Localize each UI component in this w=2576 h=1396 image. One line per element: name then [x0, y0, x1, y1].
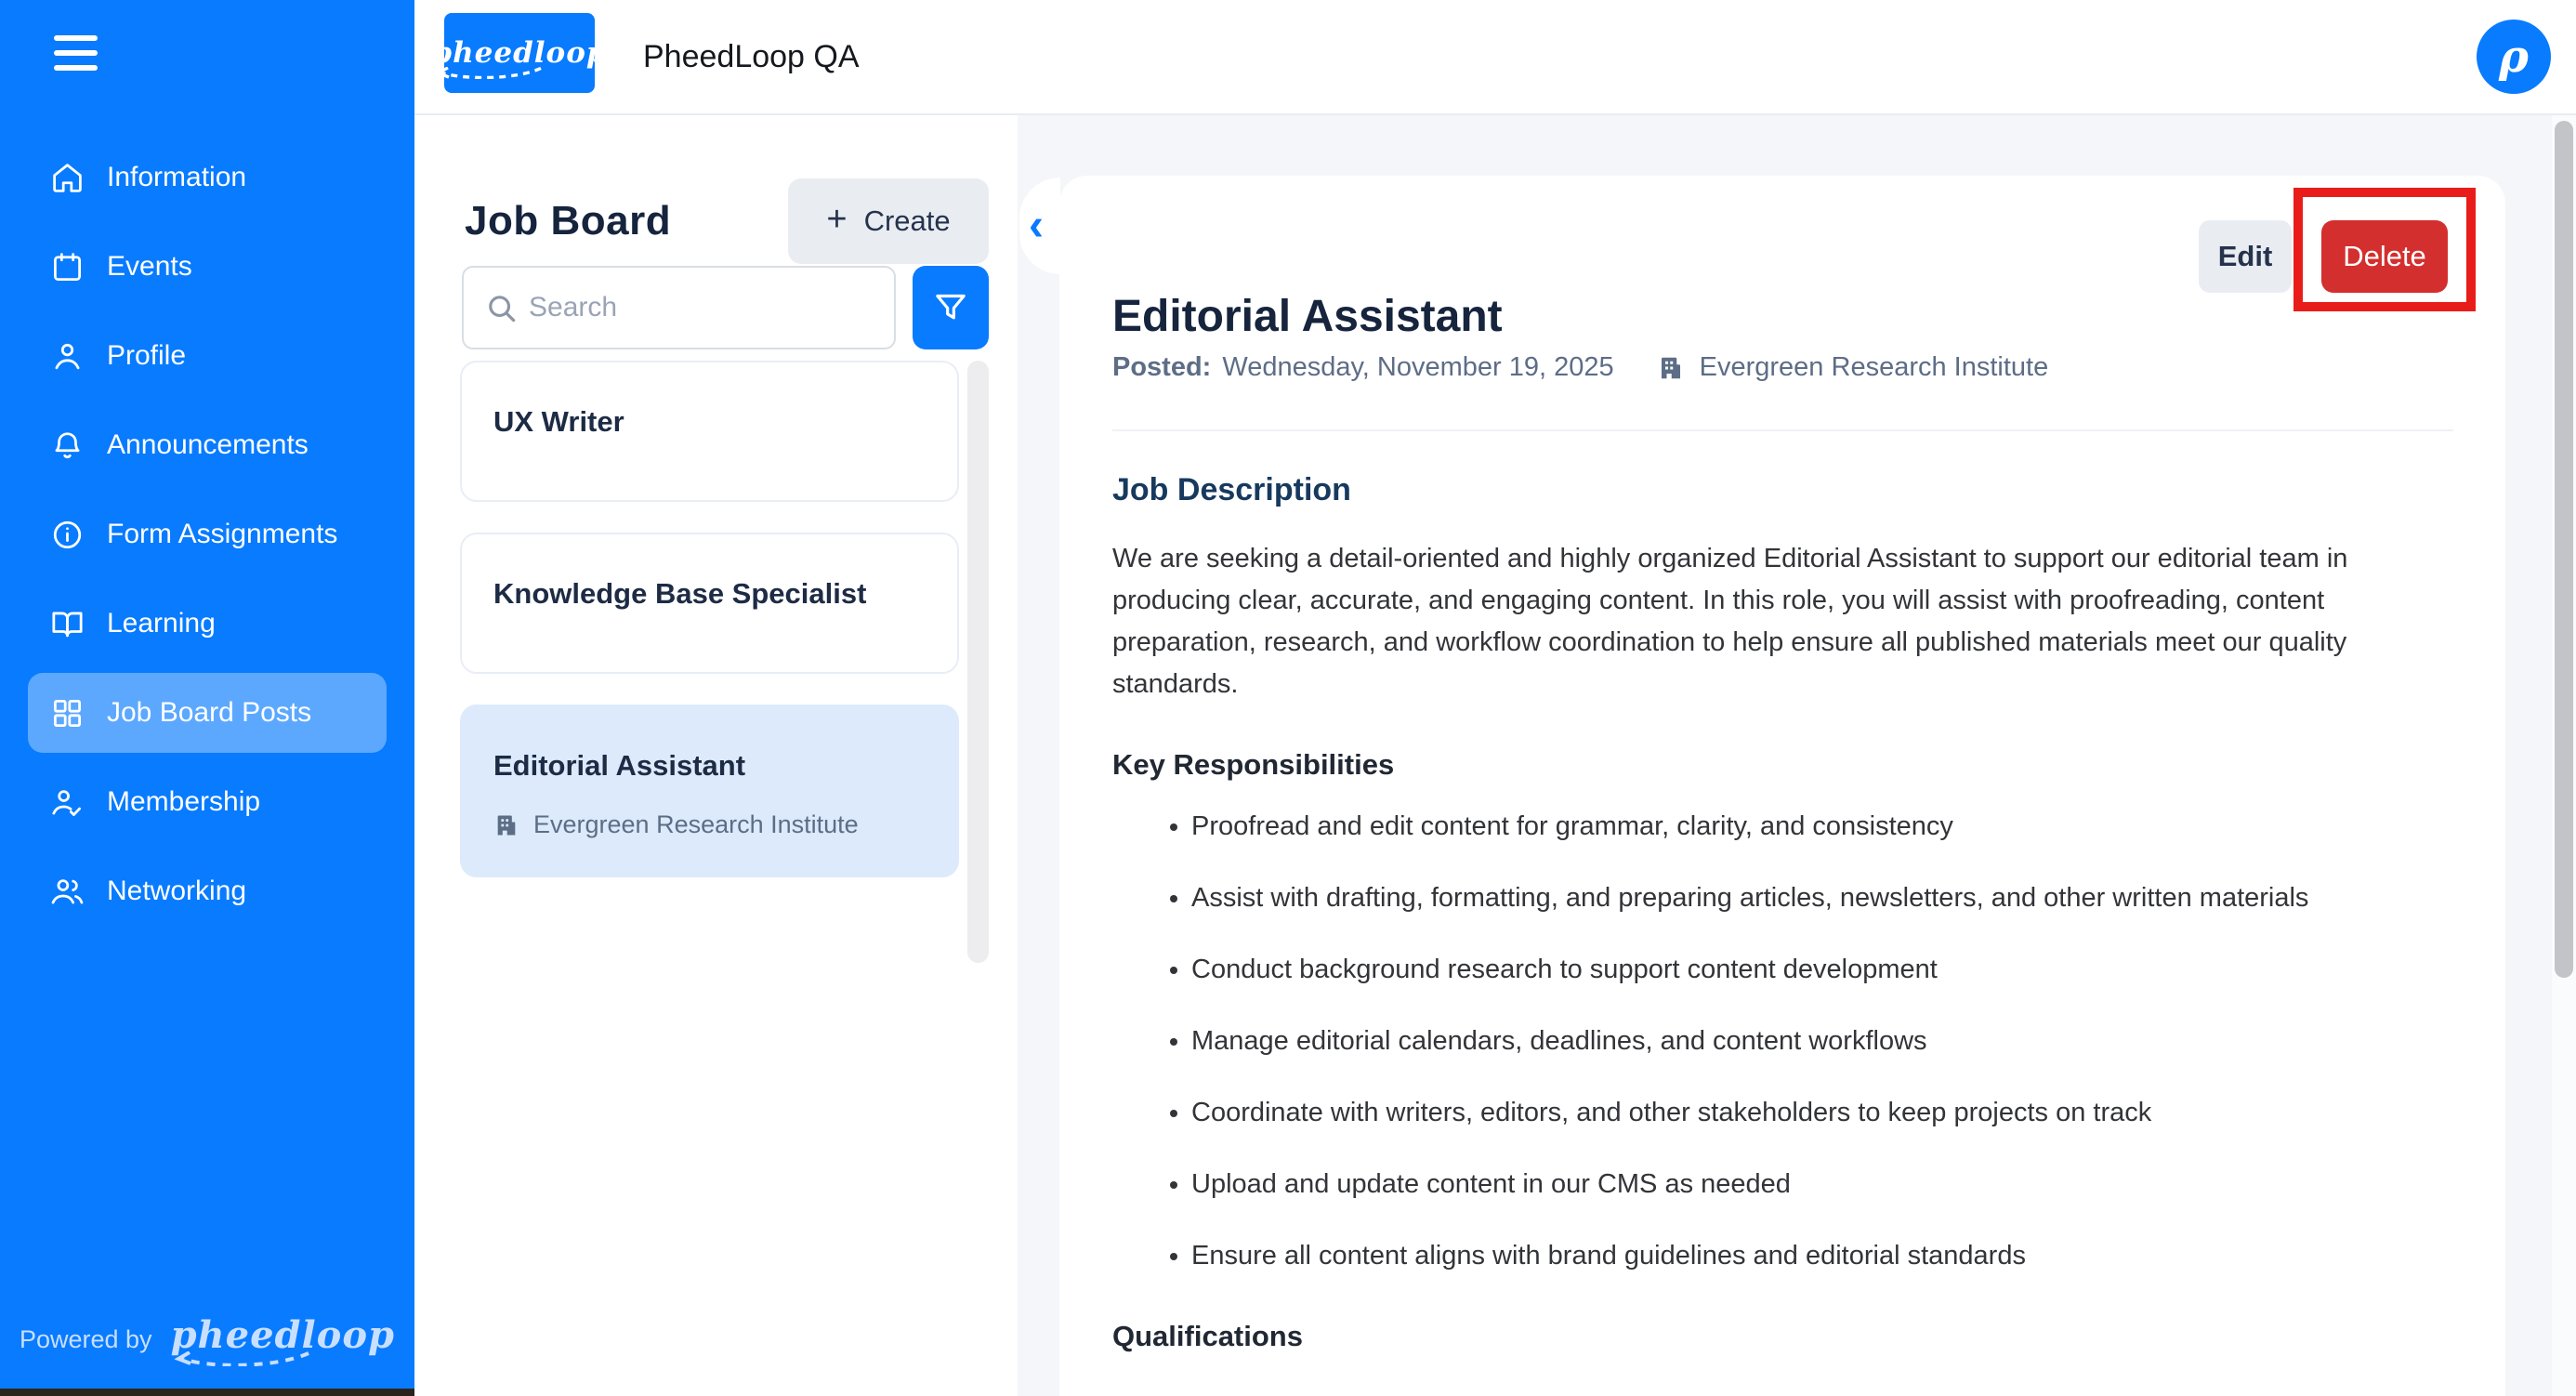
key-responsibilities-heading: Key Responsibilities [1112, 748, 1395, 781]
sidebar-item-form-assignments[interactable] [28, 494, 387, 574]
job-card-title: Knowledge Base Specialist [493, 577, 867, 610]
topbar [414, 0, 2576, 115]
job-board-panel [414, 115, 1018, 1396]
list-item: • Conduct background research to support content development [1191, 949, 2418, 991]
user-icon [50, 339, 85, 374]
qualifications-heading: Qualifications [1112, 1320, 1303, 1352]
create-button[interactable]: + Create [788, 178, 989, 264]
sidebar-item-announcements[interactable] [28, 405, 387, 485]
pheedloop-logo: pheedloop [431, 36, 607, 70]
pheedloop-logo-tile [431, 13, 608, 93]
sidebar-item-networking[interactable] [28, 851, 387, 931]
edit-button[interactable]: Edit [2199, 220, 2292, 293]
powered-by-label: Powered by [19, 1325, 152, 1353]
job-description-text: We are seeking a detail-oriented and highly organized Editorial Assistant to support our editorial team in producing clear, accurate, and engaging content. In this role, you will assist with proofreading, content preparation, research, and workflow coordination to help ensure all published materials meet our quality standards. [1112, 544, 2348, 699]
job-title: Editorial Assistant [1112, 292, 1503, 341]
workspace-title: PheedLoop QA [643, 39, 860, 74]
logo-arrow-icon [433, 67, 545, 79]
building-icon [1657, 354, 1685, 382]
divider [1112, 429, 2453, 431]
chevron-left-icon: ‹ [1029, 201, 1044, 250]
job-card-title: Editorial Assistant [493, 749, 746, 782]
sidebar-item-label: Events [107, 251, 192, 282]
list-item: • Ensure all content aligns with brand guidelines and editorial standards [1191, 1235, 2418, 1277]
job-card-editorial-assistant[interactable] [460, 705, 959, 877]
window-edge [0, 1389, 420, 1396]
page-title: Job Board [465, 198, 672, 244]
job-detail-card [1029, 176, 2505, 1396]
search-input[interactable] [464, 268, 894, 348]
delete-button[interactable]: Delete [2321, 220, 2448, 293]
hamburger-menu-icon[interactable] [54, 35, 98, 80]
sidebar-item-label: Form Assignments [107, 519, 338, 549]
grid-icon [50, 696, 85, 731]
user-check-icon [50, 785, 85, 820]
job-list-scrollbar[interactable] [967, 361, 989, 963]
collapse-panel-button[interactable] [1019, 178, 1060, 274]
posted-row [1112, 352, 2453, 383]
logo-arrow-icon [173, 1351, 312, 1366]
list-item: • Proofread and edit content for grammar, clarity, and consistency [1191, 806, 2418, 848]
plus-icon: + [826, 199, 848, 239]
sidebar-item-label: Announcements [107, 429, 309, 460]
sidebar-item-job-board-posts[interactable] [28, 673, 387, 753]
pheedloop-logo: pheedloop [171, 1313, 395, 1357]
sidebar-item-label: Job Board Posts [107, 697, 312, 728]
sidebar-item-membership[interactable] [28, 762, 387, 842]
list-item: • Coordinate with writers, editors, and other stakeholders to keep projects on track [1191, 1092, 2418, 1134]
posted-label: Posted: [1112, 352, 1212, 382]
home-icon [50, 161, 85, 195]
key-responsibilities-list [1112, 806, 2453, 1277]
sidebar [0, 0, 414, 1396]
job-description-heading: Job Description [1112, 472, 1351, 507]
organization-name: Evergreen Research Institute [1699, 352, 2049, 382]
list-item: • Manage editorial calendars, deadlines, and content workflows [1191, 1021, 2418, 1062]
building-icon [493, 812, 519, 838]
sidebar-item-label: Learning [107, 608, 216, 639]
sidebar-item-profile[interactable] [28, 316, 387, 396]
sidebar-item-events[interactable] [28, 227, 387, 307]
avatar[interactable]: ρ [2477, 20, 2551, 94]
powered-by [0, 1313, 414, 1357]
info-circle-icon [50, 518, 85, 552]
search-box [462, 266, 896, 349]
job-card-title: UX Writer [493, 405, 624, 438]
list-item: • Upload and update content in our CMS as needed [1191, 1164, 2418, 1205]
sidebar-item-label: Profile [107, 340, 187, 371]
job-list [460, 361, 959, 908]
main-scrollbar-track [2552, 115, 2576, 1396]
main-scrollbar-thumb[interactable] [2555, 121, 2573, 978]
job-detail-area [1018, 115, 2576, 1396]
calendar-icon [50, 250, 85, 284]
users-icon [50, 875, 85, 909]
sidebar-item-label: Membership [107, 786, 261, 817]
search-icon [484, 291, 519, 326]
filter-button[interactable] [913, 266, 989, 349]
job-card-ux-writer[interactable] [460, 361, 959, 502]
sidebar-item-label: Networking [107, 876, 247, 906]
sidebar-nav [0, 128, 414, 941]
posted-date: Wednesday, November 19, 2025 [1222, 352, 1614, 382]
job-card-knowledge-base-specialist[interactable] [460, 533, 959, 674]
sidebar-item-learning[interactable] [28, 584, 387, 664]
job-card-organization: Evergreen Research Institute [533, 810, 859, 838]
sidebar-item-information[interactable] [28, 138, 387, 217]
book-open-icon [50, 607, 85, 641]
bell-icon [50, 428, 85, 463]
filter-funnel-icon [932, 289, 969, 326]
sidebar-item-label: Information [107, 162, 247, 192]
list-item: • Assist with drafting, formatting, and preparing articles, newsletters, and other written materials [1191, 877, 2418, 919]
